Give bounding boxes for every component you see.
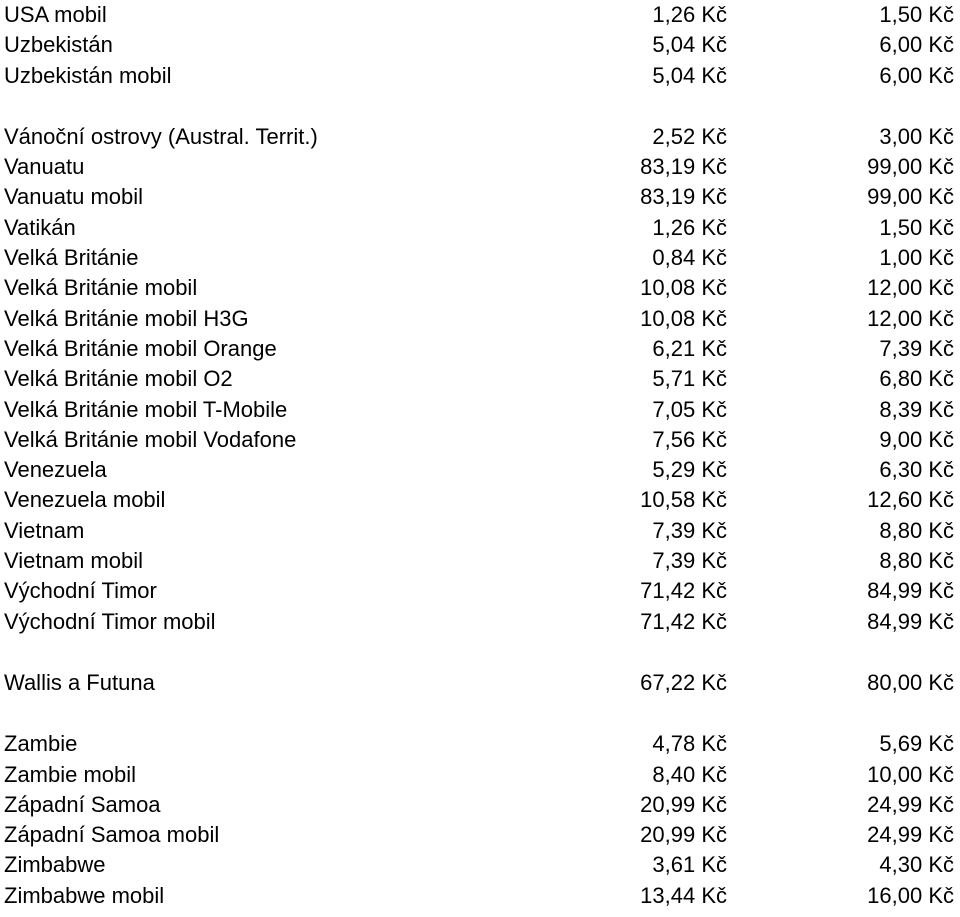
price-without-vat: 13,44 Kč xyxy=(640,882,727,908)
table-row xyxy=(0,820,960,850)
country-name: Zimbabwe xyxy=(4,852,106,878)
price-with-vat: 84,99 Kč xyxy=(867,578,954,604)
price-without-vat: 7,39 Kč xyxy=(652,548,727,574)
table-row xyxy=(0,790,960,820)
price-without-vat: 20,99 Kč xyxy=(640,791,727,817)
price-without-vat: 5,71 Kč xyxy=(652,366,727,392)
price-without-vat: 71,42 Kč xyxy=(640,608,727,634)
table-row xyxy=(0,850,960,880)
country-name: Vánoční ostrovy (Austral. Territ.) xyxy=(4,123,318,149)
price-without-vat: 8,40 Kč xyxy=(652,761,727,787)
country-name: Vietnam xyxy=(4,517,85,543)
price-without-vat: 1,26 Kč xyxy=(652,2,727,27)
table-row xyxy=(0,516,960,546)
country-name: Zimbabwe mobil xyxy=(4,882,165,908)
price-without-vat: 83,19 Kč xyxy=(640,154,727,180)
table-row xyxy=(0,364,960,394)
price-with-vat: 1,50 Kč xyxy=(879,2,954,27)
price-with-vat: 7,39 Kč xyxy=(879,335,954,361)
price-with-vat: 12,00 Kč xyxy=(867,305,954,331)
table-row xyxy=(0,30,960,60)
price-with-vat: 1,00 Kč xyxy=(879,245,954,271)
price-with-vat: 3,00 Kč xyxy=(879,123,954,149)
table-row xyxy=(0,122,960,152)
country-name: Wallis a Futuna xyxy=(4,669,155,695)
price-with-vat: 6,00 Kč xyxy=(879,32,954,58)
country-name: Východní Timor mobil xyxy=(4,608,216,634)
country-name: Venezuela xyxy=(4,457,107,483)
price-with-vat: 24,99 Kč xyxy=(867,791,954,817)
price-with-vat: 6,30 Kč xyxy=(879,457,954,483)
price-with-vat: 10,00 Kč xyxy=(867,761,954,787)
price-without-vat: 3,61 Kč xyxy=(652,852,727,878)
price-with-vat: 16,00 Kč xyxy=(867,882,954,908)
price-with-vat: 80,00 Kč xyxy=(867,669,954,695)
price-without-vat: 4,78 Kč xyxy=(652,731,727,757)
price-with-vat: 12,00 Kč xyxy=(867,275,954,301)
country-name: Uzbekistán xyxy=(4,32,113,58)
country-name: Vietnam mobil xyxy=(4,548,143,574)
price-with-vat: 84,99 Kč xyxy=(867,608,954,634)
table-row xyxy=(0,213,960,243)
table-row xyxy=(0,273,960,303)
table-row xyxy=(0,455,960,485)
table-row xyxy=(0,395,960,425)
table-row xyxy=(0,546,960,576)
table-row xyxy=(0,425,960,455)
price-with-vat: 99,00 Kč xyxy=(867,184,954,210)
price-without-vat: 67,22 Kč xyxy=(640,669,727,695)
price-without-vat: 6,21 Kč xyxy=(652,335,727,361)
table-row xyxy=(0,729,960,759)
country-name: Velká Británie mobil Orange xyxy=(4,335,277,361)
price-with-vat: 8,80 Kč xyxy=(879,517,954,543)
table-row xyxy=(0,61,960,91)
price-without-vat: 10,08 Kč xyxy=(640,305,727,331)
country-name: Uzbekistán mobil xyxy=(4,62,172,88)
country-name: Venezuela mobil xyxy=(4,487,166,513)
price-without-vat: 5,04 Kč xyxy=(652,62,727,88)
price-with-vat: 4,30 Kč xyxy=(879,852,954,878)
price-without-vat: 83,19 Kč xyxy=(640,184,727,210)
country-name: Východní Timor xyxy=(4,578,157,604)
country-name: Západní Samoa mobil xyxy=(4,822,220,848)
country-name: Zambie mobil xyxy=(4,761,137,787)
table-row xyxy=(0,668,960,698)
price-with-vat: 1,50 Kč xyxy=(879,214,954,240)
table-row xyxy=(0,243,960,273)
country-name: Velká Británie mobil Vodafone xyxy=(4,426,297,452)
price-without-vat: 5,04 Kč xyxy=(652,32,727,58)
table-row xyxy=(0,182,960,212)
country-name: Vanuatu mobil xyxy=(4,184,144,210)
table-row xyxy=(0,760,960,790)
price-with-vat: 6,80 Kč xyxy=(879,366,954,392)
price-with-vat: 8,80 Kč xyxy=(879,548,954,574)
country-name: Velká Británie xyxy=(4,245,139,271)
price-without-vat: 7,05 Kč xyxy=(652,396,727,422)
table-row xyxy=(0,334,960,364)
country-name: Vatikán xyxy=(4,214,76,240)
price-with-vat: 99,00 Kč xyxy=(867,154,954,180)
price-without-vat: 5,29 Kč xyxy=(652,457,727,483)
price-without-vat: 7,56 Kč xyxy=(652,426,727,452)
country-name: Vanuatu xyxy=(4,154,85,180)
price-without-vat: 20,99 Kč xyxy=(640,822,727,848)
price-with-vat: 9,00 Kč xyxy=(879,426,954,452)
table-row xyxy=(0,576,960,606)
country-name: Velká Británie mobil H3G xyxy=(4,305,249,331)
country-name: Velká Británie mobil O2 xyxy=(4,366,233,392)
country-name: Zambie xyxy=(4,731,78,757)
price-with-vat: 24,99 Kč xyxy=(867,822,954,848)
table-row xyxy=(0,607,960,637)
price-without-vat: 1,26 Kč xyxy=(652,214,727,240)
price-with-vat: 8,39 Kč xyxy=(879,396,954,422)
price-without-vat: 10,58 Kč xyxy=(640,487,727,513)
price-with-vat: 12,60 Kč xyxy=(867,487,954,513)
price-without-vat: 0,84 Kč xyxy=(652,245,727,271)
country-name: Západní Samoa xyxy=(4,791,161,817)
table-row xyxy=(0,152,960,182)
table-row xyxy=(0,485,960,515)
price-without-vat: 10,08 Kč xyxy=(640,275,727,301)
price-with-vat: 5,69 Kč xyxy=(879,731,954,757)
price-without-vat: 7,39 Kč xyxy=(652,517,727,543)
country-name: USA mobil xyxy=(4,2,107,27)
country-name: Velká Británie mobil xyxy=(4,275,198,301)
table-row xyxy=(0,304,960,334)
table-row xyxy=(0,881,960,911)
table-row xyxy=(0,0,960,30)
price-without-vat: 2,52 Kč xyxy=(652,123,727,149)
price-with-vat: 6,00 Kč xyxy=(879,62,954,88)
price-without-vat: 71,42 Kč xyxy=(640,578,727,604)
country-name: Velká Británie mobil T-Mobile xyxy=(4,396,288,422)
